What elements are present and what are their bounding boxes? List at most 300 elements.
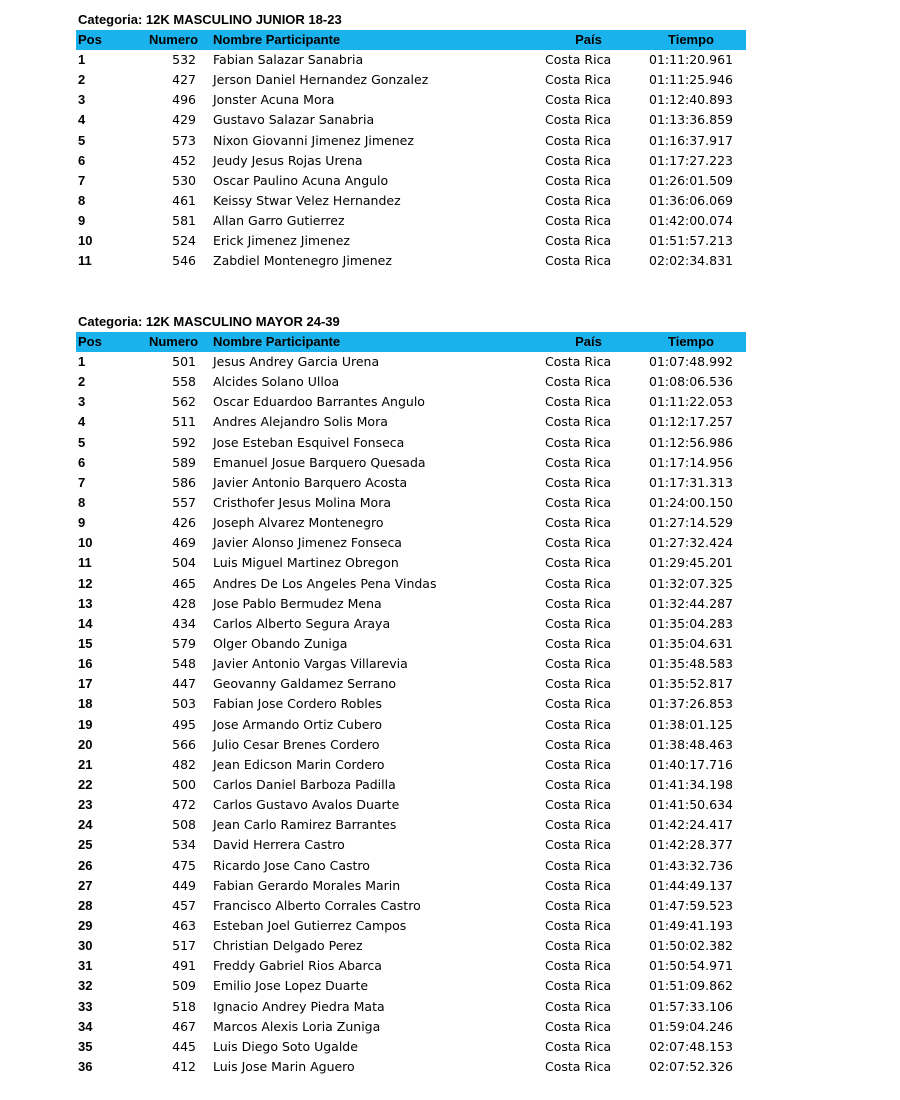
cell-numero: 517 <box>172 938 196 954</box>
cell-numero: 592 <box>172 434 196 450</box>
table-row <box>76 574 746 594</box>
cell-pais: Costa Rica <box>545 354 612 370</box>
table-row <box>76 997 746 1017</box>
cell-tiempo: 01:38:01.125 <box>649 716 733 732</box>
header-pais: País <box>575 334 602 349</box>
cell-tiempo: 01:44:49.137 <box>649 877 733 893</box>
cell-numero: 530 <box>172 172 196 188</box>
cell-pos: 32 <box>78 978 93 994</box>
table-header-row <box>76 30 746 50</box>
cell-nombre: Oscar Eduardoo Barrantes Angulo <box>213 394 425 410</box>
cell-nombre: Jerson Daniel Hernandez Gonzalez <box>213 72 429 88</box>
cell-nombre: Ignacio Andrey Piedra Mata <box>213 998 385 1014</box>
cell-nombre: Jean Carlo Ramirez Barrantes <box>213 817 397 833</box>
cell-pais: Costa Rica <box>545 52 612 68</box>
table-row <box>76 352 746 372</box>
cell-tiempo: 01:07:48.992 <box>649 354 733 370</box>
cell-pos: 4 <box>78 112 86 128</box>
cell-nombre: Jean Edicson Marin Cordero <box>213 756 385 772</box>
cell-nombre: Emilio Jose Lopez Duarte <box>213 978 369 994</box>
cell-tiempo: 01:47:59.523 <box>649 897 733 913</box>
cell-pais: Costa Rica <box>545 756 612 772</box>
cell-pais: Costa Rica <box>545 1058 612 1074</box>
table-row <box>76 453 746 473</box>
cell-pos: 17 <box>78 676 93 692</box>
table-row <box>76 433 746 453</box>
header-numero: Numero <box>148 334 199 349</box>
cell-tiempo: 01:12:56.986 <box>649 434 733 450</box>
header-tiempo: Tiempo <box>668 32 714 47</box>
cell-numero: 491 <box>172 958 196 974</box>
cell-numero: 511 <box>172 414 196 430</box>
cell-pais: Costa Rica <box>545 495 612 511</box>
cell-pos: 6 <box>78 152 86 168</box>
cell-pais: Costa Rica <box>545 193 612 209</box>
cell-pos: 11 <box>78 555 92 571</box>
cell-tiempo: 01:37:26.853 <box>649 696 733 712</box>
cell-tiempo: 01:13:36.859 <box>649 112 733 128</box>
table-row <box>76 50 746 70</box>
cell-pais: Costa Rica <box>545 595 612 611</box>
cell-numero: 412 <box>172 1058 196 1074</box>
cell-numero: 426 <box>172 515 196 531</box>
cell-numero: 428 <box>172 595 196 611</box>
cell-nombre: Carlos Daniel Barboza Padilla <box>213 777 396 793</box>
cell-nombre: Freddy Gabriel Rios Abarca <box>213 958 382 974</box>
table-row <box>76 70 746 90</box>
cell-pos: 8 <box>78 193 86 209</box>
cell-numero: 457 <box>172 897 196 913</box>
cell-nombre: Geovanny Galdamez Serrano <box>213 676 397 692</box>
cell-numero: 589 <box>172 454 196 470</box>
cell-numero: 467 <box>172 1018 196 1034</box>
cell-tiempo: 02:07:52.326 <box>649 1058 733 1074</box>
cell-nombre: Joseph Alvarez Montenegro <box>213 515 384 531</box>
cell-pos: 24 <box>78 817 93 833</box>
header-nombre: Nombre Participante <box>213 334 341 349</box>
cell-pos: 36 <box>78 1058 93 1074</box>
cell-tiempo: 01:51:57.213 <box>649 233 733 249</box>
table-row <box>76 191 746 211</box>
cell-numero: 558 <box>172 374 196 390</box>
cell-pos: 4 <box>78 414 86 430</box>
cell-nombre: Francisco Alberto Corrales Castro <box>213 897 421 913</box>
cell-numero: 469 <box>172 535 196 551</box>
cell-nombre: Fabian Gerardo Morales Marin <box>213 877 401 893</box>
cell-pais: Costa Rica <box>545 72 612 88</box>
cell-tiempo: 01:49:41.193 <box>649 918 733 933</box>
table-row <box>76 956 746 976</box>
cell-tiempo: 01:12:17.257 <box>649 414 733 430</box>
table-row <box>76 1017 746 1037</box>
table-row <box>76 211 746 231</box>
cell-nombre: Jonster Acuna Mora <box>213 92 335 108</box>
header-tiempo: Tiempo <box>668 334 714 349</box>
cell-tiempo: 01:42:28.377 <box>649 837 733 853</box>
cell-numero: 496 <box>172 92 196 108</box>
cell-pos: 6 <box>78 454 86 470</box>
cell-pais: Costa Rica <box>545 656 612 672</box>
cell-numero: 501 <box>172 354 196 370</box>
cell-pos: 3 <box>78 92 86 108</box>
cell-pos: 8 <box>78 495 86 511</box>
cell-pais: Costa Rica <box>545 172 612 188</box>
header-numero: Numero <box>148 32 199 47</box>
cell-numero: 524 <box>172 233 196 249</box>
table-row <box>76 614 746 634</box>
cell-numero: 546 <box>172 253 196 269</box>
cell-pos: 16 <box>78 656 93 672</box>
cell-pos: 11 <box>78 253 92 269</box>
cell-tiempo: 01:42:00.074 <box>649 213 733 229</box>
cell-numero: 503 <box>172 696 196 712</box>
cell-nombre: Luis Miguel Martinez Obregon <box>213 555 399 571</box>
cell-nombre: Zabdiel Montenegro Jimenez <box>213 253 392 269</box>
cell-pais: Costa Rica <box>545 817 612 833</box>
cell-numero: 465 <box>172 575 196 591</box>
cell-pais: Costa Rica <box>545 374 612 390</box>
cell-pos: 2 <box>78 374 86 390</box>
cell-numero: 463 <box>172 918 196 933</box>
table-row <box>76 90 746 110</box>
cell-tiempo: 01:17:27.223 <box>649 152 733 168</box>
table-row <box>76 654 746 674</box>
cell-nombre: Christian Delgado Perez <box>213 938 363 954</box>
cell-tiempo: 01:35:04.631 <box>649 636 733 652</box>
cell-pos: 33 <box>78 998 93 1014</box>
cell-nombre: Fabian Jose Cordero Robles <box>213 696 382 712</box>
cell-tiempo: 01:11:22.053 <box>649 394 733 410</box>
table-row <box>76 151 746 171</box>
cell-nombre: Javier Alonso Jimenez Fonseca <box>213 535 402 551</box>
cell-tiempo: 01:08:06.536 <box>649 374 733 390</box>
cell-pais: Costa Rica <box>545 897 612 913</box>
cell-tiempo: 01:11:20.961 <box>649 52 733 68</box>
table-row <box>76 976 746 996</box>
cell-nombre: Esteban Joel Gutierrez Campos <box>213 918 407 933</box>
cell-tiempo: 01:38:48.463 <box>649 736 733 752</box>
cell-pais: Costa Rica <box>545 555 612 571</box>
cell-pais: Costa Rica <box>545 958 612 974</box>
table-row <box>76 715 746 735</box>
cell-pos: 19 <box>78 716 93 732</box>
table-row <box>76 513 746 533</box>
cell-pos: 34 <box>78 1018 93 1034</box>
table-row <box>76 896 746 916</box>
table-row <box>76 674 746 694</box>
cell-numero: 500 <box>172 777 196 793</box>
cell-pos: 5 <box>78 434 86 450</box>
cell-nombre: Jose Armando Ortiz Cubero <box>213 716 382 732</box>
table-row <box>76 735 746 755</box>
cell-pos: 9 <box>78 213 86 229</box>
cell-nombre: Cristhofer Jesus Molina Mora <box>213 495 391 511</box>
cell-nombre: Carlos Gustavo Avalos Duarte <box>213 797 400 813</box>
cell-pos: 2 <box>78 72 86 88</box>
cell-nombre: Luis Diego Soto Ugalde <box>213 1038 358 1054</box>
cell-pos: 28 <box>78 897 93 913</box>
table-row <box>76 815 746 835</box>
table-header-row <box>76 332 746 352</box>
cell-pais: Costa Rica <box>545 636 612 652</box>
cell-tiempo: 01:29:45.201 <box>649 555 733 571</box>
cell-pais: Costa Rica <box>545 233 612 249</box>
cell-nombre: Jesus Andrey Garcia Urena <box>213 354 380 370</box>
cell-pais: Costa Rica <box>545 777 612 793</box>
results-table <box>76 332 746 1077</box>
table-row <box>76 694 746 714</box>
cell-pais: Costa Rica <box>545 132 612 148</box>
cell-tiempo: 01:51:09.862 <box>649 978 733 994</box>
cell-pais: Costa Rica <box>545 918 612 933</box>
cell-pos: 14 <box>78 615 93 631</box>
cell-numero: 447 <box>172 676 196 692</box>
cell-pos: 31 <box>78 958 93 974</box>
cell-pais: Costa Rica <box>545 998 612 1014</box>
table-row <box>76 1037 746 1057</box>
cell-pos: 13 <box>78 595 93 611</box>
cell-nombre: Olger Obando Zuniga <box>213 636 348 652</box>
cell-tiempo: 01:35:48.583 <box>649 656 733 672</box>
table-row <box>76 775 746 795</box>
cell-numero: 427 <box>172 72 196 88</box>
cell-nombre: Jose Pablo Bermudez Mena <box>213 595 382 611</box>
cell-nombre: Gustavo Salazar Sanabria <box>213 112 375 128</box>
cell-pos: 29 <box>78 918 93 933</box>
cell-numero: 566 <box>172 736 196 752</box>
cell-tiempo: 01:36:06.069 <box>649 193 733 209</box>
cell-nombre: Ricardo Jose Cano Castro <box>213 857 370 873</box>
cell-pos: 20 <box>78 736 93 752</box>
cell-pais: Costa Rica <box>545 474 612 490</box>
cell-numero: 532 <box>172 52 196 68</box>
cell-pos: 15 <box>78 636 93 652</box>
cell-pais: Costa Rica <box>545 535 612 551</box>
cell-numero: 482 <box>172 756 196 772</box>
header-pos: Pos <box>78 32 102 47</box>
cell-pais: Costa Rica <box>545 253 612 269</box>
cell-numero: 518 <box>172 998 196 1014</box>
table-row <box>76 131 746 151</box>
header-nombre: Nombre Participante <box>213 32 341 47</box>
cell-nombre: Andres De Los Angeles Pena Vindas <box>213 575 437 591</box>
cell-nombre: Erick Jimenez Jimenez <box>213 233 350 249</box>
cell-pais: Costa Rica <box>545 736 612 752</box>
cell-pos: 5 <box>78 132 86 148</box>
cell-numero: 445 <box>172 1038 196 1054</box>
cell-numero: 581 <box>172 213 196 229</box>
cell-pais: Costa Rica <box>545 515 612 531</box>
table-row <box>76 594 746 614</box>
table-row <box>76 553 746 573</box>
cell-numero: 562 <box>172 394 196 410</box>
cell-tiempo: 02:07:48.153 <box>649 1038 733 1054</box>
cell-nombre: Oscar Paulino Acuna Angulo <box>213 172 389 188</box>
cell-pais: Costa Rica <box>545 797 612 813</box>
cell-pais: Costa Rica <box>545 92 612 108</box>
cell-pos: 23 <box>78 797 93 813</box>
cell-pais: Costa Rica <box>545 213 612 229</box>
cell-tiempo: 01:17:31.313 <box>649 474 733 490</box>
cell-pais: Costa Rica <box>545 877 612 893</box>
cell-numero: 548 <box>172 656 196 672</box>
cell-pais: Costa Rica <box>545 978 612 994</box>
table-row <box>76 916 746 936</box>
category-title: Categoria: 12K MASCULINO JUNIOR 18-23 <box>78 12 342 27</box>
cell-numero: 573 <box>172 132 196 148</box>
cell-tiempo: 01:40:17.716 <box>649 756 733 772</box>
cell-nombre: Carlos Alberto Segura Araya <box>213 615 391 631</box>
cell-numero: 449 <box>172 877 196 893</box>
table-row <box>76 634 746 654</box>
cell-pos: 7 <box>78 172 86 188</box>
results-table <box>76 30 746 272</box>
cell-pais: Costa Rica <box>545 112 612 128</box>
table-row <box>76 372 746 392</box>
table-row <box>76 835 746 855</box>
cell-nombre: Andres Alejandro Solis Mora <box>213 414 388 430</box>
cell-tiempo: 01:59:04.246 <box>649 1018 733 1034</box>
cell-tiempo: 02:02:34.831 <box>649 253 733 269</box>
cell-numero: 579 <box>172 636 196 652</box>
category-section-mayor <box>76 312 746 1077</box>
table-row <box>76 755 746 775</box>
header-pos: Pos <box>78 334 102 349</box>
cell-pais: Costa Rica <box>545 615 612 631</box>
cell-pos: 3 <box>78 394 86 410</box>
cell-numero: 452 <box>172 152 196 168</box>
cell-tiempo: 01:27:32.424 <box>649 535 733 551</box>
table-row <box>76 473 746 493</box>
cell-pos: 35 <box>78 1038 93 1054</box>
cell-numero: 557 <box>172 495 196 511</box>
cell-nombre: Keissy Stwar Velez Hernandez <box>213 193 401 209</box>
table-row <box>76 936 746 956</box>
cell-pos: 12 <box>78 575 93 591</box>
cell-pos: 10 <box>78 535 93 551</box>
cell-pais: Costa Rica <box>545 434 612 450</box>
cell-nombre: Javier Antonio Barquero Acosta <box>213 474 408 490</box>
cell-nombre: Jose Esteban Esquivel Fonseca <box>213 434 405 450</box>
table-row <box>76 856 746 876</box>
cell-nombre: Julio Cesar Brenes Cordero <box>213 736 380 752</box>
cell-tiempo: 01:35:52.817 <box>649 676 733 692</box>
table-row <box>76 1057 746 1077</box>
cell-nombre: Fabian Salazar Sanabria <box>213 52 364 68</box>
cell-numero: 508 <box>172 817 196 833</box>
cell-tiempo: 01:42:24.417 <box>649 817 733 833</box>
cell-tiempo: 01:12:40.893 <box>649 92 733 108</box>
category-section-junior <box>76 10 746 272</box>
cell-pais: Costa Rica <box>545 414 612 430</box>
cell-nombre: Allan Garro Gutierrez <box>213 213 345 229</box>
cell-pais: Costa Rica <box>545 152 612 168</box>
cell-numero: 504 <box>172 555 196 571</box>
cell-tiempo: 01:16:37.917 <box>649 132 733 148</box>
cell-tiempo: 01:32:44.287 <box>649 595 733 611</box>
cell-numero: 586 <box>172 474 196 490</box>
cell-tiempo: 01:32:07.325 <box>649 575 733 591</box>
cell-pais: Costa Rica <box>545 454 612 470</box>
cell-tiempo: 01:11:25.946 <box>649 72 733 88</box>
cell-pos: 7 <box>78 474 86 490</box>
table-row <box>76 533 746 553</box>
table-row <box>76 795 746 815</box>
cell-tiempo: 01:41:50.634 <box>649 797 733 813</box>
cell-pais: Costa Rica <box>545 575 612 591</box>
cell-pos: 10 <box>78 233 93 249</box>
cell-numero: 475 <box>172 857 196 873</box>
cell-pais: Costa Rica <box>545 716 612 732</box>
header-pais: País <box>575 32 602 47</box>
cell-nombre: Luis Jose Marin Aguero <box>213 1058 355 1074</box>
cell-numero: 534 <box>172 837 196 853</box>
cell-pais: Costa Rica <box>545 1018 612 1034</box>
cell-nombre: Emanuel Josue Barquero Quesada <box>213 454 426 470</box>
category-title: Categoria: 12K MASCULINO MAYOR 24-39 <box>78 314 340 329</box>
cell-pais: Costa Rica <box>545 1038 612 1054</box>
cell-numero: 495 <box>172 716 196 732</box>
cell-pais: Costa Rica <box>545 394 612 410</box>
cell-nombre: David Herrera Castro <box>213 837 345 853</box>
cell-nombre: Alcides Solano Ulloa <box>213 374 340 390</box>
table-row <box>76 231 746 251</box>
cell-numero: 509 <box>172 978 196 994</box>
cell-pais: Costa Rica <box>545 837 612 853</box>
cell-numero: 429 <box>172 112 196 128</box>
cell-pos: 27 <box>78 877 93 893</box>
cell-tiempo: 01:24:00.150 <box>649 495 733 511</box>
table-row <box>76 171 746 191</box>
cell-pos: 22 <box>78 777 93 793</box>
cell-tiempo: 01:57:33.106 <box>649 998 733 1014</box>
table-row <box>76 412 746 432</box>
cell-nombre: Jeudy Jesus Rojas Urena <box>213 152 363 168</box>
cell-tiempo: 01:27:14.529 <box>649 515 733 531</box>
cell-tiempo: 01:43:32.736 <box>649 857 733 873</box>
cell-nombre: Marcos Alexis Loria Zuniga <box>213 1018 381 1034</box>
cell-pos: 1 <box>78 52 86 68</box>
cell-tiempo: 01:41:34.198 <box>649 777 733 793</box>
cell-tiempo: 01:50:54.971 <box>649 958 733 974</box>
cell-pos: 18 <box>78 696 93 712</box>
cell-numero: 434 <box>172 615 196 631</box>
table-body <box>76 50 746 272</box>
cell-nombre: Nixon Giovanni Jimenez Jimenez <box>213 132 414 148</box>
cell-nombre: Javier Antonio Vargas Villarevia <box>213 656 408 672</box>
table-row <box>76 493 746 513</box>
cell-pais: Costa Rica <box>545 676 612 692</box>
table-body <box>76 352 746 1077</box>
cell-tiempo: 01:50:02.382 <box>649 938 733 954</box>
cell-pos: 21 <box>78 756 93 772</box>
cell-pos: 9 <box>78 515 86 531</box>
cell-numero: 472 <box>172 797 196 813</box>
cell-pos: 25 <box>78 837 93 853</box>
cell-pais: Costa Rica <box>545 938 612 954</box>
cell-numero: 461 <box>172 193 196 209</box>
cell-tiempo: 01:17:14.956 <box>649 454 733 470</box>
cell-pos: 1 <box>78 354 86 370</box>
table-row <box>76 876 746 896</box>
table-row <box>76 251 746 271</box>
cell-pais: Costa Rica <box>545 696 612 712</box>
cell-pais: Costa Rica <box>545 857 612 873</box>
cell-pos: 30 <box>78 938 93 954</box>
table-row <box>76 110 746 130</box>
cell-pos: 26 <box>78 857 93 873</box>
cell-tiempo: 01:26:01.509 <box>649 172 733 188</box>
